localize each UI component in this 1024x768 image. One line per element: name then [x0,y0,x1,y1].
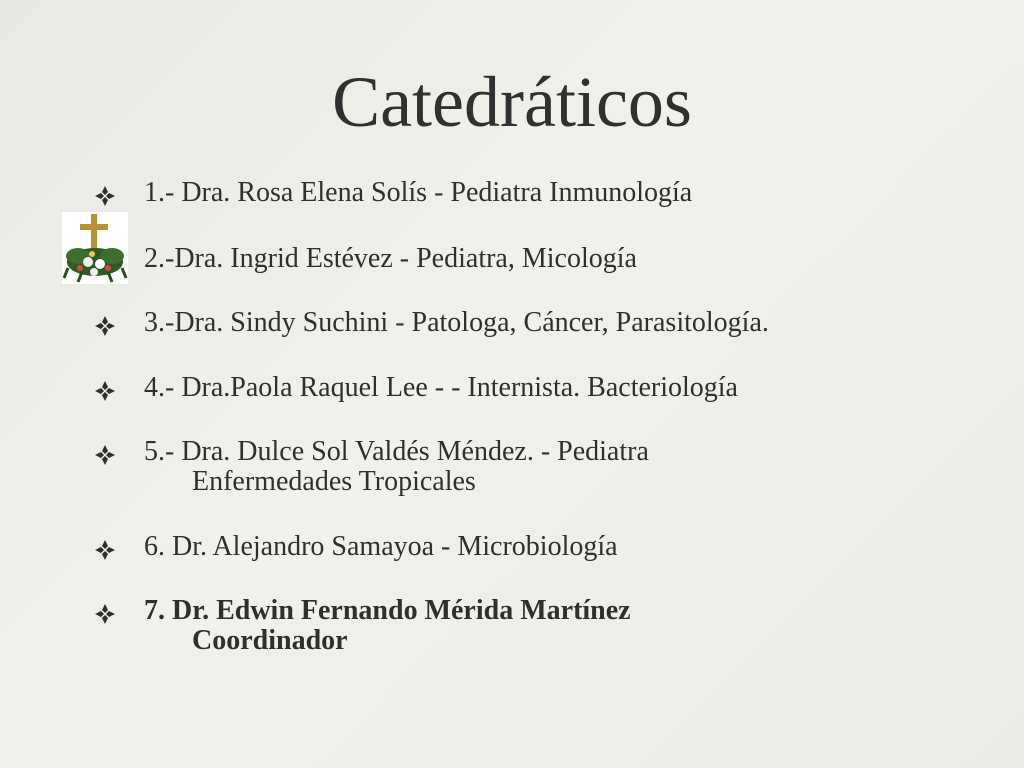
list-item [90,178,1024,208]
list-item [90,437,1024,497]
item-text: 1.- Dra. Rosa Elena Solís - Pediatra Inmunología [144,177,693,208]
diamond-bullet-icon [94,602,116,624]
diamond-bullet-icon [94,314,116,336]
diamond-bullet-icon [94,443,116,465]
diamond-bullet-icon [94,379,116,401]
item-text: 6. Dr. Alejandro Samayoa - Microbiología [144,531,618,562]
item-text-continuation: Enfermedades Tropicales [192,466,476,497]
list-item [90,373,1024,403]
item-text: 5.- Dra. Dulce Sol Valdés Méndez. - Pediatra [144,436,649,467]
diamond-bullet-icon [94,184,116,206]
list-item [90,308,1024,338]
item-text-continuation: Coordinador [192,625,348,656]
item-text: 2.-Dra. Ingrid Estévez - Pediatra, Micología [144,243,637,274]
item-text: 4.- Dra.Paola Raquel Lee - - Internista. Bacteriología [144,372,738,403]
slide-title: Catedráticos [332,62,692,142]
list-item [90,532,1024,562]
list-item [90,244,1024,274]
item-text: 3.-Dra. Sindy Suchini - Patologa, Cáncer, Parasitología. [144,307,769,338]
item-text: 7. Dr. Edwin Fernando Mérida Martínez [144,595,631,626]
list-item [90,596,1024,656]
diamond-bullet-icon [94,538,116,560]
